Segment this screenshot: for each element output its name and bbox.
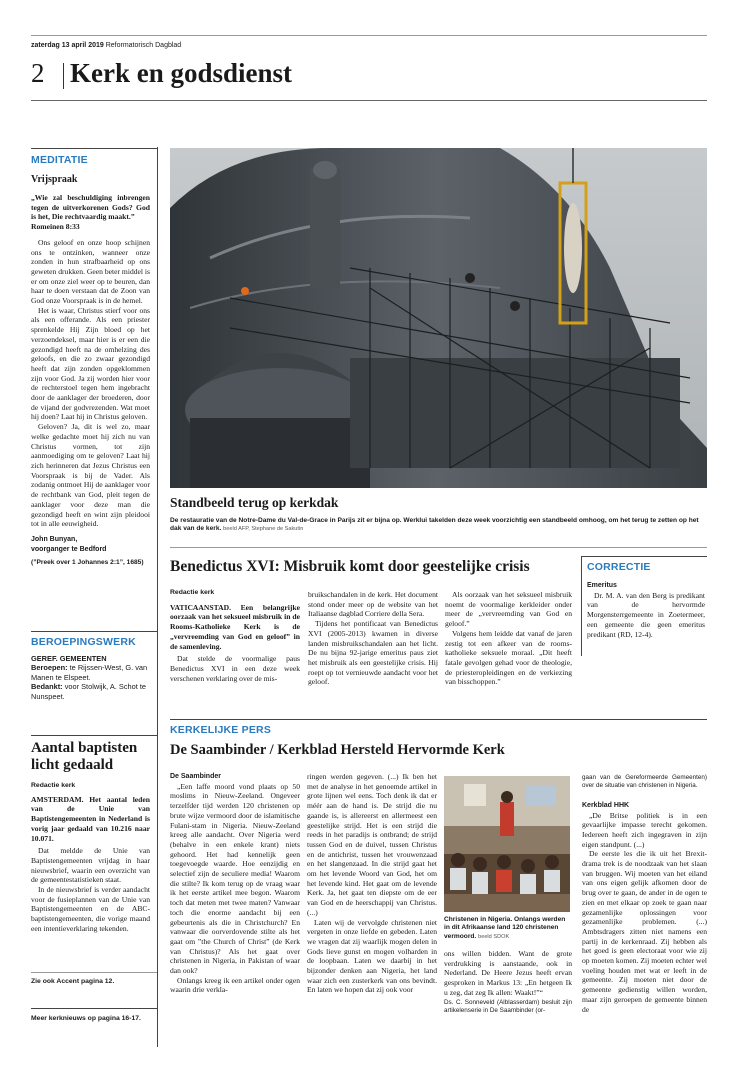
meditatie-label: MEDITATIE xyxy=(31,154,88,166)
nigeria-photo xyxy=(444,776,570,912)
nigeria-caption-text: Christenen in Nigeria. Onlangs werden in dit Afrikaanse land 120 christenen vermoord. xyxy=(444,916,566,940)
benedictus-col1 xyxy=(170,588,300,700)
pers-paragraph: ons willen bidden. Want de grote verdrukking is aanstaande, ook in Nederland. De Heere Jezus heeft ervan gesproken in Markus 13: „En hetgeen Ik u zeg, dat zeg Ik allen: Waakt!”“ xyxy=(444,949,572,997)
beroepen-text: te Rijssen-West, G. van Manen te Elspeet. xyxy=(31,663,148,682)
correctie-body xyxy=(587,581,705,641)
pers-col3 xyxy=(444,949,572,1031)
see-also-rule xyxy=(31,972,157,973)
pers-col2 xyxy=(307,772,437,1052)
page-number: 2 xyxy=(31,58,45,88)
meditatie-author-role: voorganger te Bedford xyxy=(31,545,107,553)
baptisten-byline: Redactie kerk xyxy=(31,782,76,789)
saambinder-signature-cont: gaan van de Gereformeerde Gemeenten) over de situatie van christenen in Nigeria. xyxy=(582,774,707,790)
pers-paragraph: Laten wij de vervolgde christenen niet vergeten in onze liefde en gebeden. Laten we vragen dat zij waarlijk mogen delen in Gods lieve gunst en mogen volharden in de loopbaan. Laten we daarbij in het bijzonder denken aan Nigeria, het land waar zich een zusterkerk van ons bevindt. En laten we hopen dat zij ook voor xyxy=(307,917,437,995)
baptisten-title: Aantal baptisten licht gedaald xyxy=(31,740,138,773)
paper-name: Reformatorisch Dagblad xyxy=(105,42,182,49)
benedictus-paragraph: Volgens hem leidde dat vanaf de jaren zestig tot een afkeer van de rooms-katholieke seksuele moraal. „Dit heeft fatale gevolgen gehad voor de theologie, de priesteropleidingen en de verkiezing van bisschoppen.” xyxy=(445,628,572,687)
title-divider xyxy=(63,63,64,89)
correctie-rule xyxy=(582,556,707,557)
meditatie-source: (”Preek over 1 Johannes 2:1”, 1685) xyxy=(31,559,144,567)
header-rule-top xyxy=(31,35,707,36)
kerkelijke-pers-headline: De Saambinder / Kerkblad Hersteld Hervormde Kerk xyxy=(170,742,505,758)
meditatie-paragraph: Ons geloof en onze hoop schijnen ons te ontzinken, wanneer onze zonden in hun strafbaarheid op ons geweten drukken. Geen beter middel is er om onze ziel weer op te beuren, dan haar te doen verstaan dat de Zoon van God onze Voorspraak is in de hemel. xyxy=(31,237,150,306)
correctie-label: CORRECTIE xyxy=(587,561,651,573)
benedictus-paragraph: Dat stelde de voormalige paus Benedictus XVI in een deze week verschenen verklaring over de mis- xyxy=(170,654,300,683)
pers-paragraph: Onlangs kreeg ik een artikel onder ogen waarin drie verkla- xyxy=(170,975,300,995)
baptisten-lead: AMSTERDAM. Het aantal leden van de Unie van Baptistengemeenten in Nederland is vorig jaar gedaald van 10.216 naar 10.071. xyxy=(31,794,150,843)
kerkelijke-pers-label: KERKELIJKE PERS xyxy=(170,724,272,736)
meditatie-paragraph: Het is waar, Christus stierf voor ons als een offerande. Als een priester sprenkelde Hij Zijn bloed op het verzoendeksel, maar hier is er een die gezondigd heeft na de omhelzing des geloofs, en die zo zwaar gezondigd heeft dat zijn zonden opgeklommen zijn voor God. Ja zij worden hier voor de rechterstoel tegen hem ingebracht door de aanklager der broederen, door de vijand der godvrezenden. Wat moet hij doen? Laat hij in Christus geloven. xyxy=(31,305,150,422)
photo-credit: beeld AFP, Stephane de Sakutin xyxy=(223,526,304,533)
meditatie-quote: „Wie zal beschuldiging inbrengen tegen de uitverkorenen Gods? God is het, Die rechtvaardig maakt.” xyxy=(31,193,150,222)
benedictus-paragraph: Als oorzaak van het seksueel misbruik noemt de voormalige kerkleider onder meer de „vervreemding van God en geloof.” xyxy=(445,590,572,629)
baptisten-paragraph: Dat meldde de Unie van Baptistengemeenten vrijdag in haar nieuwsbrief, waarin een overzicht van de gemeentestatistieken staat. xyxy=(31,846,150,885)
nigeria-illustration xyxy=(444,776,570,912)
meditatie-title: Vrijspraak xyxy=(31,174,78,185)
nigeria-photo-credit: beeld SDOK xyxy=(478,933,510,940)
meditatie-author: John Bunyan, xyxy=(31,535,78,543)
baptisten-body xyxy=(31,781,150,971)
beroepen-label: Beroepen: xyxy=(31,663,68,673)
header-rule-bottom xyxy=(31,100,707,101)
date-line xyxy=(31,42,181,49)
photo-headline: Standbeeld terug op kerkdak xyxy=(170,495,339,510)
benedictus-col3 xyxy=(445,590,572,702)
benedictus-byline: Redactie kerk xyxy=(170,589,215,596)
baptisten-paragraph: In de nieuwsbrief is verder aandacht voor de fusieplannen van de Unie van Baptistengemeenten en de ABC-baptistengemeenten, die vorige maand een intentieverklaring tekenden. xyxy=(31,885,150,933)
pers-paragraph: „Een laffe moord vond plaats op 50 moslims in Nieuw-Zeeland. Ongeveer terzelfder tijd werden 120 christenen op brute wijze vermoord door de islamitische Fulani-stam in Nigeria. Nieuw-Zeeland kreeg alle aandacht. Over Nigeria werd (behalve in een enkele krant) niets gehoord. Het had kennelijk geen toegevoegde waarde. Hoe eenzijdig en selectief zijn de seculiere media! Waarom die stilte? Ik kom terug op de vraag waar ik het eerste artikel mee begon. Waarom toch dat meten met twee maten? Vanwaar toch die enorme aandacht bij een gebeurtenis als die in Christchurch? En vanwaar die oorverdovende stilte als het gaat om ”the Church of Christ” (de Kerk van Christus)? Als het gaat over christenen in Nigeria, in Pakistan of waar dan ook? xyxy=(170,781,300,976)
meditatie-paragraph: Geloven? Ja, dit is wel zo, maar welke gedachte moet hij zich nu van Christus vormen, tot zijn aanmoediging om te geloven? Laat hij zich herinneren dat Jezus Christus een Voorspraak is bij de Vader. Als zodanig ontmoet Hij de aanklager voor de rechtbank van God, pleit tegen de aanklager voor deze man die gezondigd heeft en wint zijn pleidooi tot in alle eeuwigheid. xyxy=(31,422,150,529)
beroepingswerk-rule xyxy=(31,631,157,632)
section-title: Kerk en godsdienst xyxy=(70,58,293,88)
kerkelijke-pers-rule xyxy=(170,719,707,720)
beroepingswerk-church: GEREF. GEMEENTEN xyxy=(31,654,107,663)
bedankt-text: voor Stolwijk, A. Schot te Nunspeet. xyxy=(31,682,147,701)
beroepingswerk-label: BEROEPINGSWERK xyxy=(31,636,136,648)
pers-col1 xyxy=(170,772,300,1052)
pers-col4 xyxy=(582,774,707,1052)
more-news-rule xyxy=(31,1008,157,1009)
nigeria-caption xyxy=(444,916,572,941)
dome-photo xyxy=(170,148,707,488)
benedictus-paragraph: Tijdens het pontificaat van Benedictus XVI (2005-2013) kwamen in diverse landen misbruikschandalen aan het licht. De nu bijna 92-jarige emeritus paus ziet het misbruik als een geestelijke crisis. Hij roept op tot vernieuwde aandacht voor het geloof. xyxy=(308,619,438,687)
pers-paragraph: De eerste les die ik uit het Brexit-drama trek is de noodzaak van het slaan van bruggen. Wij moeten van het eiland van ons eigen gelijk afkomen door de brug over te gaan, de ander in de ogen te zien en met elkaar op zoek te gaan naar gezamenlijke oplossingen voor gezamenlijke problemen. (...) Ambtsdragers zitten niet namens een partij in de kerkenraad. Zij hebben als het goed is geen electoraat voor wie zij op moeten komen. Zij moeten echter wel voeling houden met wat er leeft in de gemeente. Zij moeten niet door de gemeente gedienstig willen worden, maar zijn geroepen de gemeente binnen de xyxy=(582,849,707,1014)
photo-bottom-rule xyxy=(170,547,707,548)
meditatie-body xyxy=(31,193,150,629)
saambinder-signature: Ds. C. Sonneveld (Alblasserdam) besluit zijn artikelenserie in De Saambinder (or- xyxy=(444,998,572,1014)
benedictus-col2 xyxy=(308,590,438,702)
more-news-link[interactable]: Meer kerknieuws op pagina 16-17. xyxy=(31,1015,141,1022)
meditatie-rule xyxy=(31,148,157,149)
pers-paragraph: „De Britse politiek is in een gevaarlijke impasse terecht gekomen. Iedereen heeft zich ingegraven in zijn eigen standpunt. (...) xyxy=(582,810,707,849)
beroepingswerk-body xyxy=(31,654,153,720)
correctie-title: Emeritus xyxy=(587,582,617,589)
correctie-text: Dr. M. A. van den Berg is predikant van de hervormde Morgensterrgemeente in Zoetermeer, een gemeente die geen emeritus predikant (RD, 12-4). xyxy=(587,590,705,639)
kerkblad-hhk-head: Kerkblad HHK xyxy=(582,801,630,809)
pers-paragraph: ringen werden gegeven. (...) Ik ben het met de analyse in het genoemde artikel in grote lijnen wel eens. Toch denk ik dat er méér aan de hand is. De strijd die nu gaande is, is allereerst en allermeest een geestelijke strijd. Het is een strijd die reeds in het paradijs is ontbrand; de strijd tussen God en de duivel, tussen Christus en de antichrist, tussen het vrouwenzaad en het slangenzaad. In die strijd gaat het om het levende Woord van God, het om het levende kind. Het gaat om de levende Kerk. Ja, het gaat ten diepste om de eer van God en de heerschappij van Christus. (...) xyxy=(307,772,437,917)
meditatie-reference: Romeinen 8:33 xyxy=(31,222,80,232)
photo-caption-text: De restauratie van de Notre-Dame du Val-de-Grace in Parijs zit er bijna op. Werklui takelden deze week voorzichtig een standbeeld omhoog, om het terug te zetten op het dak van de kerk. xyxy=(170,517,699,533)
dome-illustration xyxy=(170,148,707,488)
baptisten-rule xyxy=(31,735,157,736)
photo-caption xyxy=(170,517,707,534)
issue-date: zaterdag 13 april 2019 xyxy=(31,42,104,49)
see-also-link[interactable]: Zie ook Accent pagina 12. xyxy=(31,978,115,985)
benedictus-headline: Benedictus XVI: Misbruik komt door geestelijke crisis xyxy=(170,558,530,575)
benedictus-lead: VATICAANSTAD. Een belangrijke oorzaak van het seksueel misbruik in de Rooms-Katholieke Kerk is de „vervreemding van God en geloof” in de samenleving. xyxy=(170,602,300,651)
bedankt-label: Bedankt: xyxy=(31,682,63,692)
saambinder-head: De Saambinder xyxy=(170,773,221,780)
benedictus-paragraph: bruikschandalen in de kerk. Het document stond onder meer op de website van het Italiaanse dagblad Corriere della Sera. xyxy=(308,590,438,619)
